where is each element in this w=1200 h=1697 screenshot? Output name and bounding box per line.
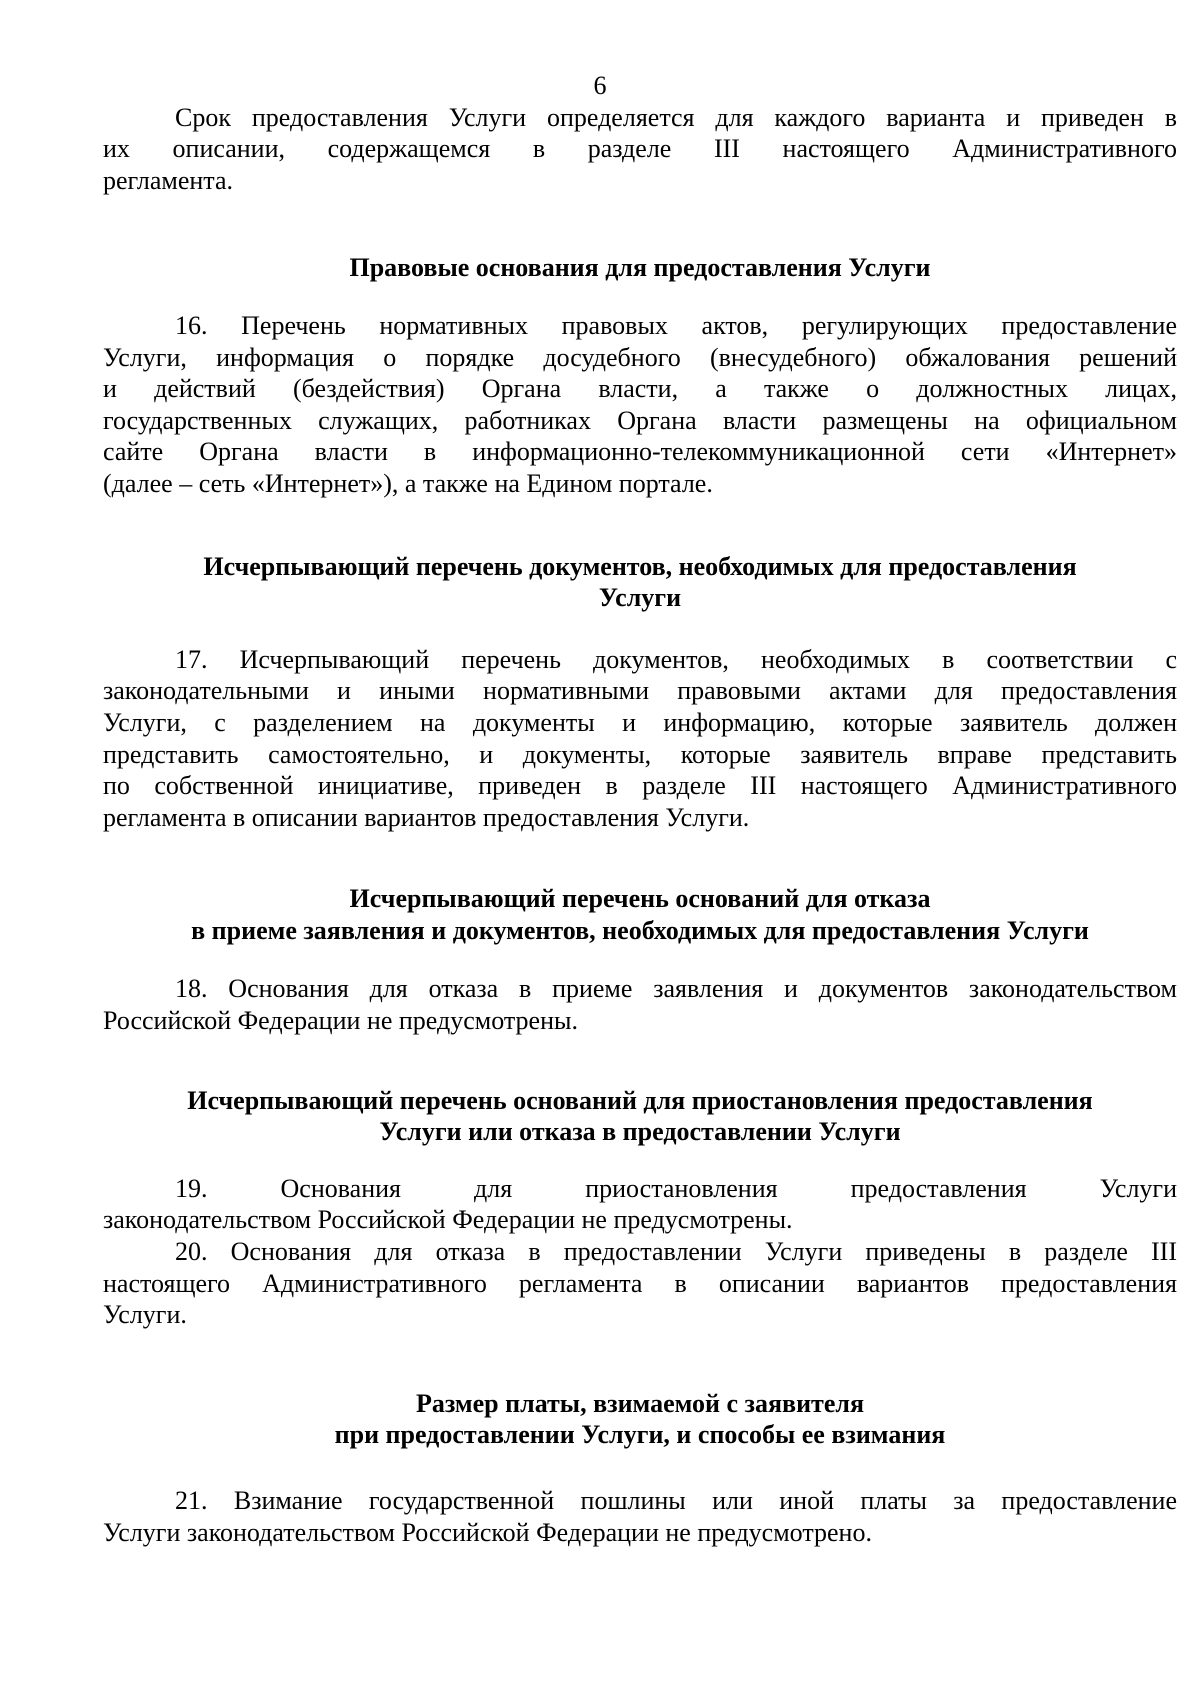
heading-line: Размер платы, взимаемой с заявителя — [415, 1388, 865, 1418]
text-line: 20. Основания для отказа в предоставлении Услуги приведены в разделе III — [175, 1237, 1177, 1267]
heading-line: Исчерпывающий перечень оснований для приостановления предоставления — [187, 1085, 1093, 1115]
text-line: (далее – сеть «Интернет»), а также на Едином портале. — [103, 468, 713, 498]
text-line: 19. Основания для приостановления предоставления Услуги — [175, 1173, 1177, 1203]
paragraph-17 — [103, 644, 1177, 834]
text-line: Российской Федерации не предусмотрены. — [103, 1006, 578, 1036]
paragraph-18 — [103, 973, 1177, 1036]
text-line: 16. Перечень нормативных правовых актов, регулирующих предоставление — [175, 310, 1177, 340]
heading-line: в приеме заявления и документов, необходимых для предоставления Услуги — [191, 915, 1089, 945]
text-line: регламента в описании вариантов предоставления Услуги. — [103, 802, 750, 832]
heading-line: Правовые основания для предоставления Услуги — [349, 253, 931, 283]
paragraph-21 — [103, 1485, 1177, 1548]
text-line: законодательными и иными нормативными правовыми актами для предоставления — [103, 676, 1177, 706]
heading-line: Услуги или отказа в предоставлении Услуги — [379, 1117, 901, 1147]
text-line: Срок предоставления Услуги определяется для каждого варианта и приведен в — [175, 102, 1177, 132]
text-line: и действий (бездействия) Органа власти, а также о должностных лицах, — [103, 374, 1177, 404]
paragraph-20 — [103, 1236, 1177, 1331]
text-line: Услуги, с разделением на документы и информацию, которые заявитель должен — [103, 707, 1177, 737]
section-heading-payment — [103, 1388, 1177, 1451]
text-line: настоящего Административного регламента в описании вариантов предоставления — [103, 1268, 1177, 1298]
text-line: 18. Основания для отказа в приеме заявления и документов законодательством — [175, 974, 1177, 1004]
intro-paragraph — [103, 102, 1177, 197]
text-line: Услуги. — [103, 1300, 187, 1330]
text-line: представить самостоятельно, и документы, которые заявитель вправе представить — [103, 739, 1177, 769]
heading-line: Услуги — [598, 583, 682, 613]
text-line: Услуги, информация о порядке досудебного (внесудебного) обжалования решений — [103, 342, 1177, 372]
paragraph-16 — [103, 310, 1177, 500]
section-heading-legal-grounds — [103, 252, 1177, 284]
text-line: сайте Органа власти в информационно-телекоммуникационной сети «Интернет» — [103, 437, 1177, 467]
text-line: регламента. — [103, 165, 234, 195]
text-line: законодательством Российской Федерации не предусмотрены. — [103, 1205, 793, 1235]
page-number: 6 — [593, 71, 607, 100]
heading-line: Исчерпывающий перечень оснований для отказа — [349, 884, 931, 914]
text-line: по собственной инициативе, приведен в разделе III настоящего Административного — [103, 771, 1177, 801]
text-line: их описании, содержащемся в разделе III настоящего Административного — [103, 134, 1177, 164]
text-line: 17. Исчерпывающий перечень документов, необходимых в соответствии с — [175, 644, 1177, 674]
section-heading-refusal-grounds — [103, 883, 1177, 946]
heading-line: при предоставлении Услуги, и способы ее взимания — [334, 1420, 946, 1450]
text-line: Услуги законодательством Российской Федерации не предусмотрено. — [103, 1517, 872, 1547]
section-heading-suspension-grounds — [103, 1085, 1177, 1148]
text-line: государственных служащих, работниках Органа власти размещены на официальном — [103, 405, 1177, 435]
paragraph-19 — [103, 1173, 1177, 1236]
text-line: 21. Взимание государственной пошлины или иной платы за предоставление — [175, 1486, 1177, 1515]
section-heading-documents-list — [103, 551, 1177, 614]
heading-line: Исчерпывающий перечень документов, необходимых для предоставления — [203, 551, 1077, 581]
